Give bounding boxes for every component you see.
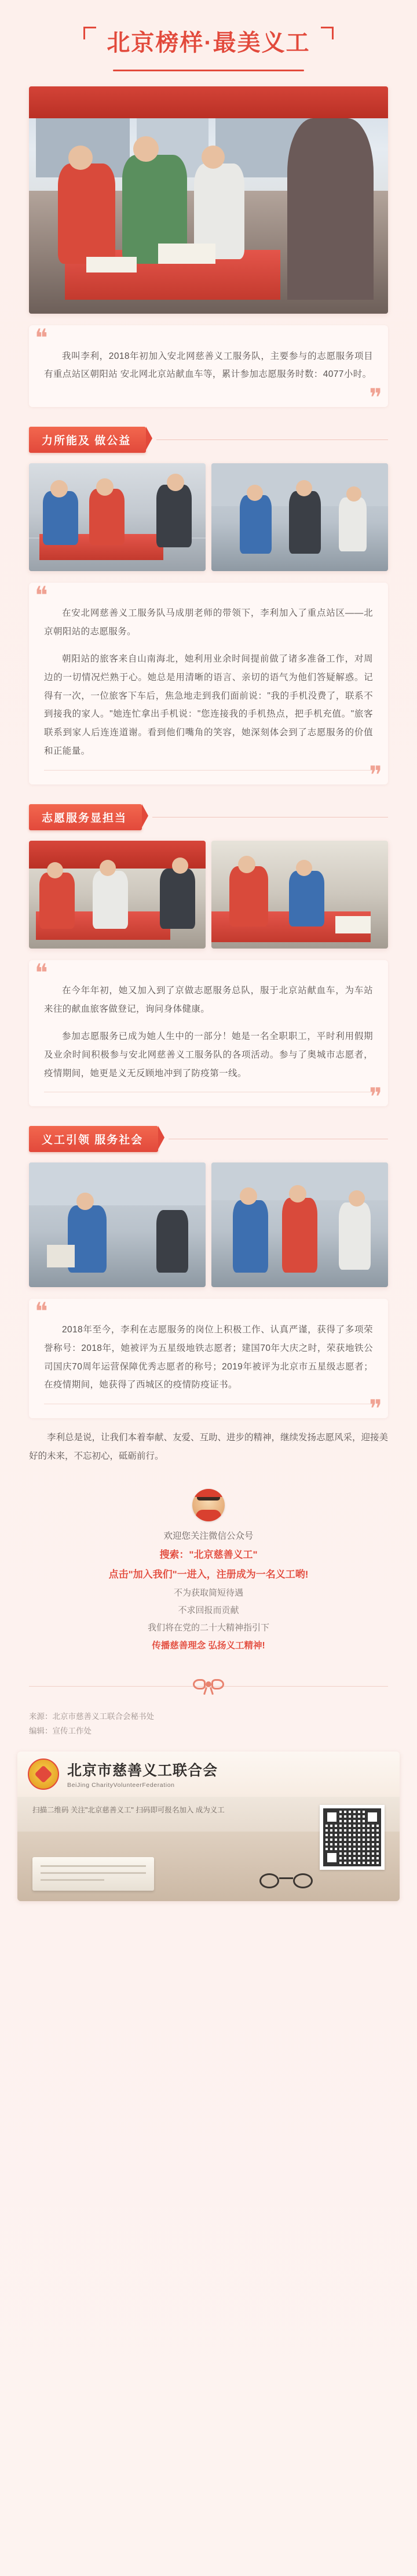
quote-open-icon: ❝	[35, 325, 48, 352]
promo-line-1: 不为获取简短待遇	[173, 1587, 243, 1598]
section-3-photo-row	[29, 1162, 388, 1287]
footer-meta	[29, 1709, 388, 1739]
title-frame	[83, 27, 333, 63]
page-title-area	[0, 0, 417, 86]
hero-photo-scene	[29, 86, 388, 314]
section-rule-2	[152, 817, 388, 818]
section-2-photo-left	[29, 841, 206, 949]
banner-header	[17, 1752, 400, 1797]
section-header-2	[29, 804, 388, 830]
banner-caption: 扫描二维码 关注"北京慈善义工" 扫码即可报名加入 成为义工	[32, 1805, 225, 1814]
quote-close-icon: ❞	[369, 1396, 382, 1423]
section-1-card-rule	[44, 770, 373, 771]
section-2-card	[29, 960, 388, 1111]
section-2-paragraph-1: 在今年年初，她又加入到了京做志愿服务总队，服于北京站献血车，为车站来往的献血旅客做登记，询问身体健康。	[44, 986, 373, 1014]
intro-card	[29, 325, 388, 412]
bow-divider	[29, 1674, 388, 1698]
org-banner	[17, 1752, 400, 1901]
section-rule-1	[156, 439, 388, 440]
org-logo-icon	[28, 1758, 59, 1790]
section-2-photo-row	[29, 841, 388, 949]
section-1-photo-left	[29, 463, 206, 571]
hero-photo	[29, 86, 388, 314]
section-2-photo-right	[211, 841, 388, 949]
section-1-paragraph-2: 朝阳站的旅客来自山南海北，她利用业余时间提前做了诸多准备工作，对周边的一切情况烂熟于心。她总是用清晰的语言、亲切的语气为他们答疑解惑。记得有一次，一位旅客下车后，焦急地走到我们面前说："我的手机没费了，联系不到接我的家人。"她连忙拿出手机说："您连接我的手机热点，把手机充值。"旅客联系到家人后连连道谢。看到他们嘴角的笑容，她深刻体会到了志愿服务的价值和正能量。	[44, 654, 373, 756]
mascot-avatar-icon	[192, 1489, 225, 1521]
section-3-photo-left	[29, 1162, 206, 1287]
promo-join[interactable]: 点击"加入我们"一进入，注册成为一名义工哟!	[108, 1568, 309, 1580]
intro-paragraph: 我叫李利，2018年初加入安北网慈善义工服务队，主要参与的志愿服务项目有重点站区朝阳站 安北网北京站献血车等，累计参加志愿服务时数：4077小时。	[44, 351, 373, 380]
promo-line-2: 不求回报而贡献	[178, 1605, 239, 1615]
glasses-icon	[259, 1871, 313, 1888]
section-3-paragraph-1: 2018年至今，李利在志愿服务的岗位上积极工作、认真严谨，获得了多项荣誉称号：2018年，她被评为五星级地铁志愿者；建国70年大庆之时，荣获地铁公司国庆70周年运营保障优秀志愿者的称号；2019年被评为北京市五星级志愿者；在疫情期间，她获得了西城区的疫情防疫证书。	[44, 1324, 373, 1390]
section-1-card	[29, 582, 388, 789]
section-3-paragraph-2: 李利总是说，让我们本着奉献、友爱、互助、进步的精神，继续发扬志愿风采，迎接美好的未来，不忘初心，砥砺前行。	[29, 1433, 389, 1461]
section-3-card	[29, 1299, 388, 1423]
org-names	[67, 1759, 218, 1789]
promo-line-3: 我们将在党的二十大精神指引下	[147, 1622, 269, 1633]
banner-book	[32, 1857, 154, 1891]
org-name-en: BeiJing CharityVolunteerFederation	[67, 1782, 175, 1789]
section-1-photo-right	[211, 463, 388, 571]
quote-open-icon: ❝	[35, 960, 48, 987]
quote-open-icon: ❝	[35, 1299, 48, 1326]
section-header-1	[29, 427, 388, 453]
quote-open-icon: ❝	[35, 582, 48, 609]
section-3-photo-right	[211, 1162, 388, 1287]
banner-body	[17, 1797, 400, 1901]
section-title-1: 力所能及 做公益	[29, 427, 146, 453]
quote-close-icon: ❞	[369, 1084, 382, 1111]
section-1-photo-row	[29, 463, 388, 571]
title-corner-top-left-icon	[83, 27, 96, 39]
meta-editor: 编辑：宣传工作处	[29, 1727, 92, 1736]
section-2-paragraph-2: 参加志愿服务已成为她人生中的一部分！她是一名全职职工，平时利用假期及业余时间积极参与安北网慈善义工服务队的各项活动。参与了奥城市志愿者，疫情期间，她更是义无反顾地冲到了防疫第一线。	[44, 1031, 373, 1078]
section-title-3: 义工引领 服务社会	[29, 1126, 158, 1152]
promo-block	[29, 1489, 388, 1655]
title-corner-top-right-icon	[321, 27, 334, 39]
bow-icon	[193, 1678, 224, 1695]
promo-welcome: 欢迎您关注微信公众号	[163, 1531, 254, 1541]
page-title: 北京榜样·最美义工	[107, 30, 310, 56]
section-title-2: 志愿服务显担当	[29, 804, 142, 830]
quote-close-icon: ❞	[369, 762, 382, 789]
meta-source: 来源：北京市慈善义工联合会秘书处	[29, 1712, 154, 1721]
promo-search: 搜索："北京慈善义工"	[159, 1549, 258, 1560]
section-header-3	[29, 1126, 388, 1152]
promo-final: 传播慈善理念 弘扬义工精神!	[152, 1640, 265, 1651]
title-underline	[113, 70, 304, 71]
section-1-paragraph-1: 在安北网慈善义工服务队马成朋老师的带领下，李利加入了重点站区——北京朝阳站的志愿服务。	[44, 608, 373, 637]
qr-code[interactable]	[320, 1805, 385, 1870]
quote-close-icon: ❞	[369, 384, 382, 412]
org-name-cn: 北京市慈善义工联合会	[67, 1763, 218, 1779]
